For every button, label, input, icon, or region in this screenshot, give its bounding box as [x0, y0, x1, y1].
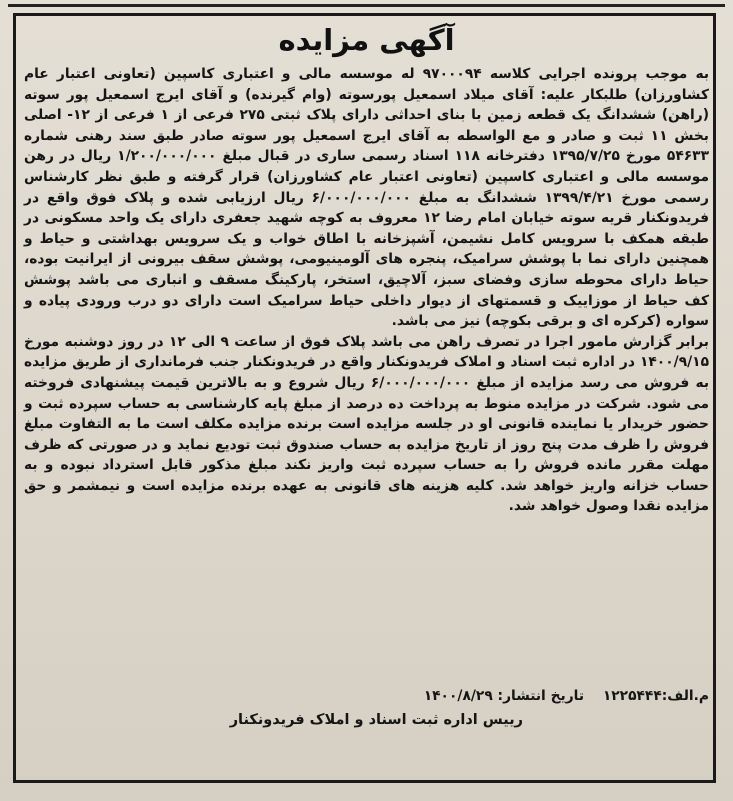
notice-paragraph-1: به موجب پرونده اجرایی کلاسه ۹۷۰۰۰۹۴ له موسسه مالی و اعتباری کاسپین (تعاونی اعتبار عام کشاورزان) طلبکار علیه: آقای میلاد اسمعیل پورسوته (وام گیرنده) و آقای ایرج اسمعیل پور سوته (راهن) ششدانگ یک قطعه زمین با بنای احداثی دارای پلاک ثبتی ۲۷۵ فرعی از ۱ فرعی از ۱۲- اصلی بخش ۱۱ ثبت و صادر و مع الواسطه به آقای ایرج اسمعیل پور سوته صادر طبق سند رهنی شماره ۵۴۶۳۳ مورخ ۱۳۹۵/۷/۲۵ دفترخانه ۱۱۸ اسناد رسمی ساری در قبال مبلغ ۱/۲۰۰/۰۰۰/۰۰۰ ریال در رهن موسسه مالی و اعتباری کاسپین (تعاونی اعتبار عام کشاورزان) قرار گرفته و طبق نظر کارشناس رسمی مورخ ۱۳۹۹/۴/۲۱ ششدانگ به مبلغ ۶/۰۰۰/۰۰۰/۰۰۰ ریال ارزیابی شده و پلاک فوق واقع در فریدونکنار قریه سوته خیابان امام رضا ۱۲ معروف به کوچه شهید جعفری دارای یک واحد مسکونی در طبقه همکف با سرویس کامل نشیمن، آشپزخانه با اطاق خواب و یک سرویس بهداشتی و حیاط و همچنین دارای نما با پوشش سرامیک، پنجره های آلومینیومی، پوشش سقف بیرونی از ایرانیت بوده، حیاط دارای محوطه سازی وفضای سبز، آلاچیق، استخر، پارکینگ مسقف و انباری می باشد پوشش کف حیاط از موزاییک و قسمتهای از دیوار داخلی حیاط سرامیک است دارای دو درب ورودی پیاده و سواره (کرکره ای و برقی بکوچه) نیز می باشد. — [24, 66, 710, 330]
notice-title: آگهی مزایده — [278, 23, 455, 57]
publish-date: تاریخ انتشار: ۱۴۰۰/۸/۲۹ — [423, 688, 585, 704]
notice-footer — [24, 686, 709, 707]
notice-paragraph-2: برابر گزارش مامور اجرا در تصرف راهن می باشد پلاک فوق از ساعت ۹ الی ۱۲ در روز دوشنبه مورخ ۱۴۰۰/۹/۱۵ در اداره ثبت اسناد و املاک فریدونکنار واقع در فریدونکنار جنب فرمانداری از طریق مزایده به فروش می رسد مزایده از مبلغ ۶/۰۰۰/۰۰۰/۰۰۰ ریال شروع و به بالاترین قیمت پیشنهادی فروخته می شود. شرکت در مزایده منوط به پرداخت ده درصد از مبلغ پایه کارشناسی به حساب سپرده ثبت و حضور خریدار یا نماینده قانونی او در جلسه مزایده است برنده مزایده مکلف است ما به التفاوت مبلغ فروش را ظرف مدت پنج روز از تاریخ مزایده به حساب صندوق ثبت تودیع نماید و در صورتی که ظرف مهلت مقرر مانده فروش را به حساب سپرده ثبت واریز نکند مبلغ مذکور قابل استرداد نبوده و به حساب خزانه واریز خواهد شد. کلیه هزینه های قانونی به عهده برنده مزایده است و نیمشمر و حق مزایده نقدا وصول خواهد شد. — [24, 333, 710, 515]
signature-line: رییس اداره ثبت اسناد و املاک فریدونکنار — [229, 712, 523, 728]
top-border-rule — [8, 4, 725, 7]
notice-body — [24, 64, 709, 517]
reference-number: م.الف:۱۲۲۵۴۴۴ — [602, 688, 709, 704]
